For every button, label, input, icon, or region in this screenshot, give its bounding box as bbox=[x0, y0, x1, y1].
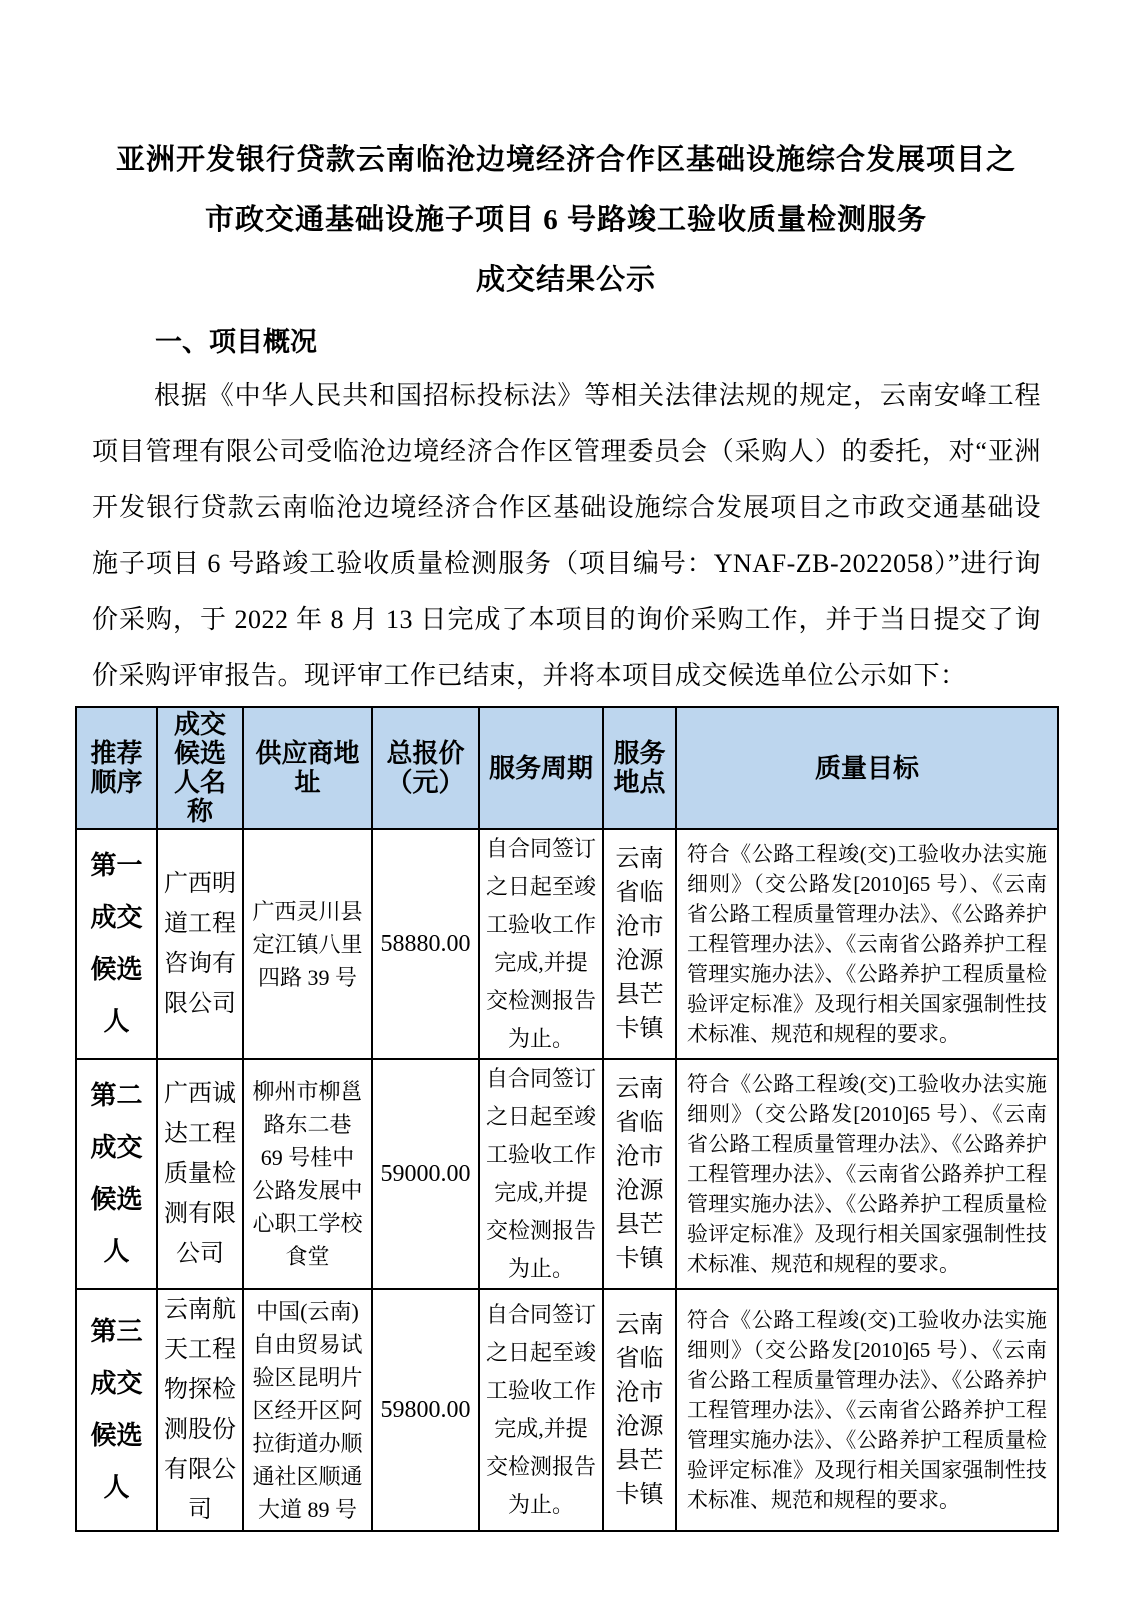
quality-cell: 符合《公路工程竣(交)工验收办法实施细则》（交公路发[2010]65 号）、《云南省公路工程质量管理办法》、《公路养护工程管理办法》、《云南省公路养护工程管理实施办法》、《公路养护工程质量检验评定标准》及现行相关国家强制性技术标准、规范和规程的要求。 bbox=[676, 1059, 1058, 1289]
address-cell: 柳州市柳邕路东二巷 69 号桂中公路发展中心职工学校食堂 bbox=[243, 1059, 372, 1289]
location-cell: 云南省临沧市沧源县芒卡镇 bbox=[603, 1059, 676, 1289]
period-cell: 自合同签订之日起至竣工验收工作完成,并提交检测报告为止。 bbox=[479, 829, 603, 1059]
column-header-period: 服务周期 bbox=[479, 707, 603, 829]
period-cell: 自合同签订之日起至竣工验收工作完成,并提交检测报告为止。 bbox=[479, 1289, 603, 1531]
table-row bbox=[76, 1289, 1058, 1531]
price-cell: 58880.00 bbox=[372, 829, 479, 1059]
rank-cell: 第二成交候选人 bbox=[76, 1059, 157, 1289]
column-header-company: 成交候选人名称 bbox=[157, 707, 243, 829]
intro-paragraph: 根据《中华人民共和国招标投标法》等相关法律法规的规定，云南安峰工程项目管理有限公司受临沧边境经济合作区管理委员会（采购人）的委托，对“亚洲开发银行贷款云南临沧边境经济合作区基础设施综合发展项目之市政交通基础设施子项目 6 号路竣工验收质量检测服务（项目编号：YNAF-ZB-2022058）”进行询价采购，于 2022 年 8 月 13 日完成了本项目的询价采购工作，并于当日提交了询价采购评审报告。现评审工作已结束，并将本项目成交候选单位公示如下： bbox=[92, 381, 1041, 690]
title-line-3: 成交结果公示 bbox=[475, 264, 656, 296]
price-cell: 59000.00 bbox=[372, 1059, 479, 1289]
quality-cell: 符合《公路工程竣(交)工验收办法实施细则》（交公路发[2010]65 号）、《云南省公路工程质量管理办法》、《公路养护工程管理办法》、《云南省公路养护工程管理实施办法》、《公路养护工程质量检验评定标准》及现行相关国家强制性技术标准、规范和规程的要求。 bbox=[676, 1289, 1058, 1531]
rank-cell: 第三成交候选人 bbox=[76, 1289, 157, 1531]
table-row bbox=[76, 1059, 1058, 1289]
column-header-price: 总报价（元） bbox=[372, 707, 479, 829]
column-header-location: 服务地点 bbox=[603, 707, 676, 829]
table-row bbox=[76, 829, 1058, 1059]
quality-cell: 符合《公路工程竣(交)工验收办法实施细则》（交公路发[2010]65 号）、《云南省公路工程质量管理办法》、《公路养护工程管理办法》、《云南省公路养护工程管理实施办法》、《公路养护工程质量检验评定标准》及现行相关国家强制性技术标准、规范和规程的要求。 bbox=[676, 829, 1058, 1059]
rank-cell: 第一成交候选人 bbox=[76, 829, 157, 1059]
column-header-quality: 质量目标 bbox=[676, 707, 1058, 829]
price-cell: 59800.00 bbox=[372, 1289, 479, 1531]
result-table bbox=[75, 706, 1059, 1532]
address-cell: 中国(云南)自由贸易试验区昆明片区经开区阿拉街道办顺通社区顺通大道 89 号 bbox=[243, 1289, 372, 1531]
company-cell: 广西诚达工程质量检测有限公司 bbox=[157, 1059, 243, 1289]
title-line-2: 市政交通基础设施子项目 6 号路竣工验收质量检测服务 bbox=[204, 204, 927, 236]
company-cell: 云南航天工程物探检测股份有限公司 bbox=[157, 1289, 243, 1531]
address-cell: 广西灵川县定江镇八里四路 39 号 bbox=[243, 829, 372, 1059]
location-cell: 云南省临沧市沧源县芒卡镇 bbox=[603, 829, 676, 1059]
location-cell: 云南省临沧市沧源县芒卡镇 bbox=[603, 1289, 676, 1531]
column-header-address: 供应商地址 bbox=[243, 707, 372, 829]
table-header-row bbox=[76, 707, 1058, 829]
section-heading: 一、项目概况 bbox=[155, 327, 317, 357]
document-title bbox=[75, 130, 1057, 310]
company-cell: 广西明道工程咨询有限公司 bbox=[157, 829, 243, 1059]
period-cell: 自合同签订之日起至竣工验收工作完成,并提交检测报告为止。 bbox=[479, 1059, 603, 1289]
title-line-1: 亚洲开发银行贷款云南临沧边境经济合作区基础设施综合发展项目之 bbox=[115, 144, 1016, 176]
column-header-rank: 推荐顺序 bbox=[76, 707, 157, 829]
